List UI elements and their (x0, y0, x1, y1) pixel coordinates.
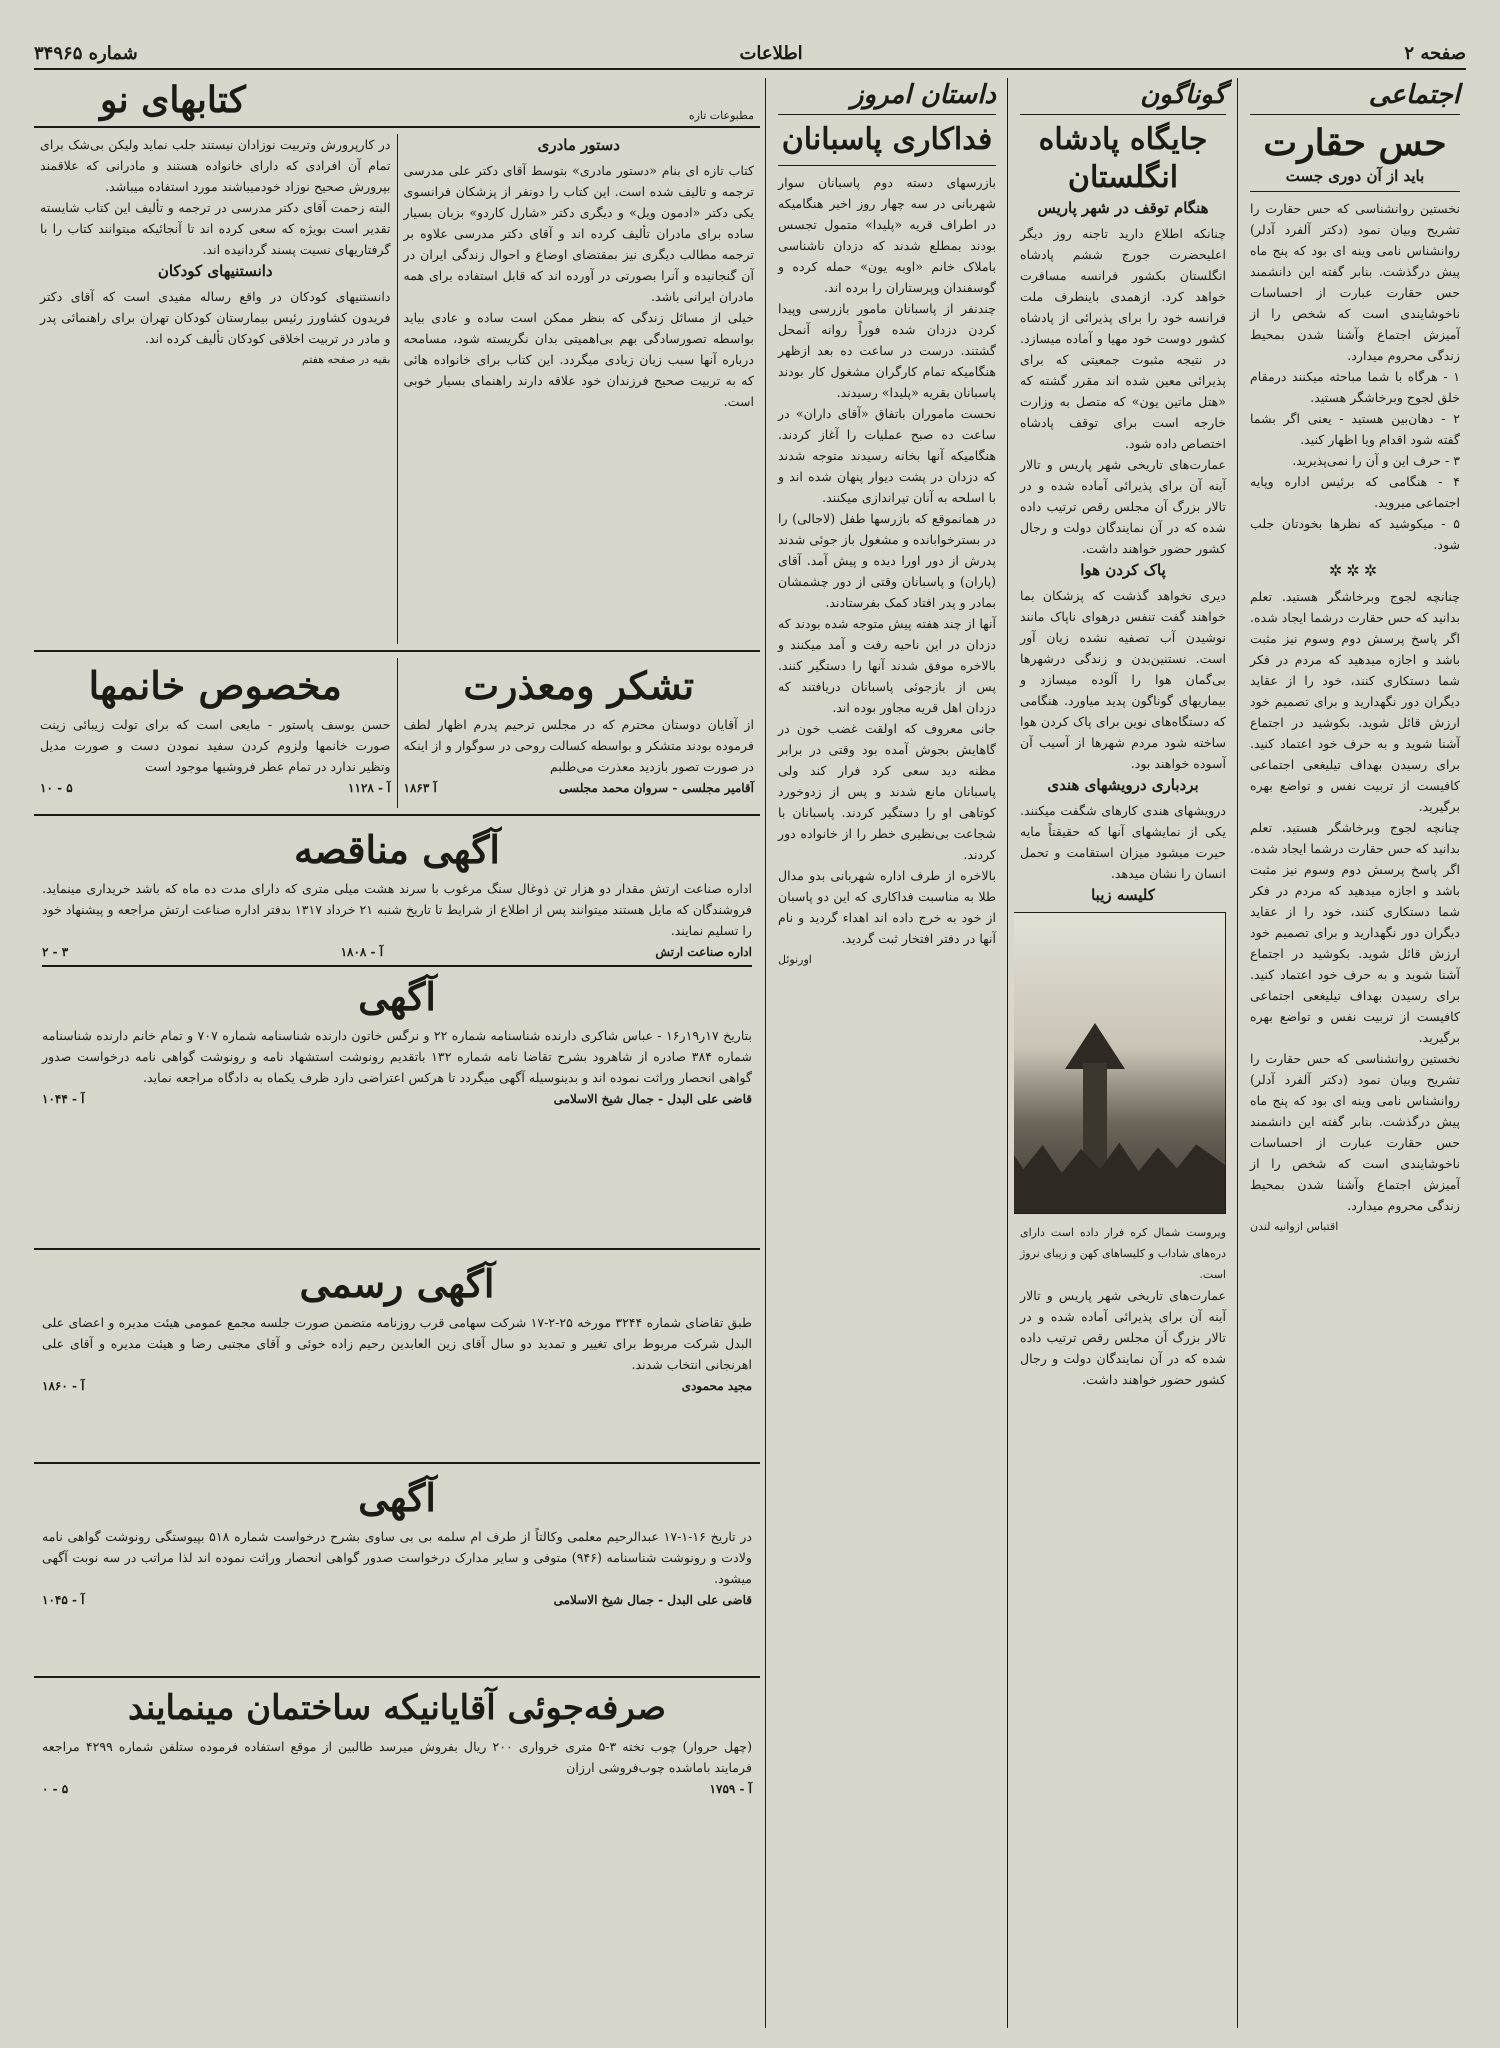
article-body: چنانچه لجوج وبرخاشگر هستید. تعلم بدانید که حس حقارت درشما ایجاد شده. اگر پاسخ پرسش دوم وسوم نیز مثبت باشد و اجازه میدهید که مردم در فکر شما دستکاری کنند، خود را از عقاید دیگران دور نگهدارید و برای تصمیم خود ارزش قائل شوید. بکوشید در اجتماع آشنا شوید و به حرف خود اعتماد کنید. برای رسیدن بهداف تیلیغعی اجتماعی کافیست از تربیت نفس و تواضع بهره برگیرید. (1250, 589, 1460, 814)
ornament-divider: ✲✲✲ (1328, 561, 1382, 580)
column-rule (1007, 78, 1008, 2028)
column-books-and-ads (34, 78, 760, 2028)
photo-title: کلیسه زیبا (1091, 886, 1155, 904)
ad-tender-signer: اداره صناعت ارتش (655, 945, 752, 959)
ad-official (34, 1256, 760, 1456)
story-paragraph: بازرسهای دسته دوم پاسبانان سوار شهربانی در سه چهار روز اخیر هنگامیکه در اطراف قریه «پلیدا» متمول تجسس بودند بمطلع شدند که دزدان ناشناسی باملاک خانم «اوبه یون» حمله کرده و گوسفندان وپرستاران را برده اند. (778, 175, 996, 295)
ad-notice-2 (34, 1470, 760, 1670)
book-review-paragraph: دانستنیهای کودکان در واقع رساله مفیدی است که آقای دکتر فریدون کشاورز رئیس بیمارستان کودکان تهران برای راهنمائی پدر و مادر در تربیت اخلاقی کودکان تألیف کرده اند. (40, 289, 391, 346)
ad-women (34, 658, 398, 808)
ad-tender-code: آ - ۱۸۰۸ (340, 945, 384, 959)
ad-tender-title: آگهی مناقصه (294, 827, 500, 872)
ad-bottom-text: (چهل حروار) چوب تخته ۳-۵ متری خرواری ۲۰۰ ریال بفروش میرسد طالبین از موقع استفاده فرموده ستلفن شماره ۴۲۹۹ مراجعه فرمایند باماشده چوب‌فروشی ارزان (42, 1739, 753, 1775)
story-paragraph: جانی معروف که اولقت غضب خون در گاهایش بجوش آمده بود وقتی در برابر مظنه دید سعی کرد فرار کند ولی پاسبانان مانع شدند و پس از زدوخورد کوتاهی او را دستگیر کردند. پاسبانان با شجاعت بی‌نظیری خطر را از خانواده دور کردند. (778, 721, 996, 862)
ad-bottom-title: صرفه‌جوئی آقایانیکه ساختمان مینمایند (127, 1688, 667, 1728)
ad-bottom (34, 1684, 760, 1796)
columns-grid (34, 78, 1466, 2028)
ad-bottom-code: آ - ۱۷۵۹ (709, 1782, 752, 1796)
church-photo (1014, 912, 1226, 1214)
section-tag-social: اجتماعی (1250, 78, 1460, 115)
headline-new-books: کتابهای نو (100, 79, 246, 121)
ad-thanks-title: تشکر ومعذرت (463, 663, 695, 708)
section-label-press: مطبوعات تازه (688, 109, 754, 122)
book-review-paragraph: خیلی از مسائل زندگی که بنظر ممکن است ساده و عادی بیاید بواسطه تصورسادگی بهم بی‌اهمیتی بدان نگریسته شود، مسامحه درباره آنها سبب زیان زیادی میگردد. این کتاب برای خانواده هائی که به تربیت صحیح فرزندان خود علاقه دارند راهنمای بسیار خوبی است. (403, 310, 754, 409)
ad-notice-1-title: آگهی (358, 974, 436, 1019)
ad-thanks-text: از آقایان دوستان محترم که در مجلس ترحیم پدرم اظهار لطف فرموده بودند متشکر و بواسطه کسالت روحی در سوگوار و از اینکه در صورت تصور بازدید معذرت می‌طلبم (403, 717, 754, 774)
article-list-item: ۱ - هرگاه با شما مباحثه میکنند درمقام خلق لجوج وبرخاشگر هستید. (1250, 369, 1460, 405)
subhead-dervishes: بردباری درویشهای هندی (1047, 776, 1199, 794)
book-review-paragraph: کتاب تازه ای بنام «دستور مادری» بتوسط آقای دکتر علی مدرسی ترجمه و تالیف شده است. این کتاب را دونفر از پزشکان فرانسوی یکی دکتر «ادمون ویل» و دیگری دکتر «شارل کاردو» بزبان بسیار ساده برای مادران تألیف کرده اند و آقای دکتر مدرسی علاوه بر ترجمه مطالب دیگری نیز بمقتضای اوضاع و احوال زندگی ایران در آن گنجانیده و آنرا بصورتی در آورده اند که قابل استفاده برای همه مادران ایرانی باشد. (403, 163, 754, 304)
ad-notice-1 (42, 973, 752, 1106)
ad-women-code: آ - ۱۱۲۸ (348, 781, 391, 795)
ad-tender (42, 826, 752, 959)
small-ads-row (34, 658, 760, 808)
article-body-continued: نخستین روانشناسی که حس حقارت را تشریح وبیان نمود (دکتر آلفرد آدلر) روانشناس نامی وینه ای بود که پنج ماه پیش درگذشت. بنابر گفته این دانشمند حس حقارت عبارت از احساسات ناخوشایندی است که شخص را از آمیزش اجتماع وآشنا شدن بمحیط زندگی محروم میدارد. (1250, 1051, 1460, 1213)
section-tag-story: داستان امروز (778, 78, 996, 115)
issue-label: شماره ۳۴۹۶۵ (34, 42, 138, 64)
ad-tender-text: اداره صناعت ارتش مقدار دو هزار تن ذوغال سنگ مرغوب با سرند هشت میلی متری که دارای مدت ده ماه که باشد خریداری مینماید. فروشندگان که مایل هستند میتوانند پس از اطلاع از شرایط تا تاریخ شنبه ۲۱ خرداد ۱۳۱۷ بدفتر اداره صناعت ارتش مراجعه و پیشنهاد خود را تسلیم نمایند. (42, 881, 752, 938)
subhead-air-cleaning: پاک کردن هوا (1080, 561, 1166, 579)
article-footer-note: اقتباس ازوانیه لندن (1250, 1220, 1339, 1233)
story-paragraph: آنها از چند هفته پیش متوجه شده بودند که دزدان در این ناحیه رفت و آمد میکنند و بالاخره موفق شدند آنها را دستگیر کنند. پس از بازجوئی پاسبانان دریافتند که دزدان اهل قریه مجاور بوده اند. (778, 616, 996, 715)
column-rule (1237, 78, 1238, 2028)
photo-caption: ویروست شمال کره فرار داده است دارای دره‌های شاداب و کلیساهای کهن و زیبای نروژ است. (1020, 1226, 1226, 1281)
ad-official-signer: مجید محمودی (681, 1379, 752, 1393)
headline-king-residence: جایگاه پادشاه انگلستان (1038, 122, 1208, 195)
story-footer-note: اورنوئل (778, 953, 812, 966)
subhead-paris: هنگام توقف در شهر پاریس (1037, 199, 1209, 217)
column-rule (765, 78, 766, 2028)
ad-official-text: طبق تقاضای شماره ۳۲۴۴ مورخه ۲۵-۲-۱۷ شرکت سهامی قرب روزنامه متضمن صورت جلسه مجمع عمومی هیئت مدیره و اعضای علی البدل شرکت مربوط برای تغییر و تمدید دو سال آقای زین العابدین رحیم زاده خوئی و آقای مجتبی رضا و هیئت مدیره و آقای علی اهرنجانی انتخاب شدند. (42, 1315, 752, 1372)
ad-notice-1-code: آ - ۱۰۴۴ (42, 1092, 85, 1106)
divider (778, 165, 996, 166)
new-books-section (34, 78, 760, 644)
subhead-mother-guide: دستور مادری (537, 136, 620, 154)
ad-thanks-signature: آقامیر مجلسی - سروان محمد مجلسی (559, 781, 754, 795)
article-body-continued: عمارت‌های تاریخی شهر پاریس و تالار آینه آن برای پذیرائی آماده شده و در تالار بزرگ آن مجلس رقص ترتیب داده شده که در آن نمایندگان دولت و رجال کشور حضور خواهند داشت. (1020, 1288, 1226, 1387)
story-paragraph: چندنفر از پاسبانان مامور بازرسی وپیدا کردن دزدان شده فوراً روانه آنمحل گشتند. درست در ساعت ده بعد ازظهر هنگامیکه تمام کارگران مشغول کار بودند پاسبانان بقریه «پلیدا» رسیدند. (778, 301, 996, 400)
ad-bottom-code-2: ۵ - ۰ (42, 1782, 69, 1796)
article-body-continued: چنانچه لجوج وبرخاشگر هستید. تعلم بدانید که حس حقارت درشما ایجاد شده. اگر پاسخ پرسش دوم وسوم نیز مثبت باشد و اجازه میدهید که مردم در فکر شما دستکاری کنند، خود را از عقاید دیگران دور نگهدارید و برای تصمیم خود ارزش قائل شوید. بکوشید در اجتماع آشنا شوید و به حرف خود اعتماد کنید. برای رسیدن بهداف تیلیغعی اجتماعی کافیست از تربیت نفس و تواضع بهره برگیرید. (1250, 820, 1460, 1045)
masthead (34, 38, 1466, 70)
section-tag-misc: گوناگون (1020, 78, 1226, 115)
ad-notice-1-signer: قاضی علی البدل - جمال شیخ الاسلامی (553, 1092, 752, 1106)
paper-name: اطلاعات (739, 42, 803, 64)
story-paragraph: نحست ماموران باتفاق «آقای داران» در ساعت ده صبح عملیات را آغاز کردند. هنگامیکه آنها بخانه رسیدند متوجه شدند که دزدان در پشت دیوار پنهان شده اند و با اسلحه به آنان تیراندازی میکنند. (778, 406, 996, 505)
divider (1250, 191, 1460, 192)
article-list-item: ۳ - حرف این و آن را نمی‌پذیرید. (1292, 453, 1460, 468)
ad-women-text: حسن یوسف پاستور - مایعی است که برای تولت زیبائی زینت صورت خانمها ولزوم کردن سفید نمودن دست و صورت مدیل وتظیر ندارد در تمام عطر فروشیها موجود است (40, 717, 391, 774)
ad-thanks-code: آ ۱۸۶۳ (403, 781, 437, 795)
column-miscellany (1014, 78, 1232, 2028)
book-review-paragraph: البته زحمت آقای دکتر مدرسی در ترجمه و تألیف این کتاب شایسته تقدیر است بویژه که سعی کرده اند تا آنجائیکه میتوانند کتاب را با گرفتاریهای نسیت پسند گردانیده اند. (40, 200, 391, 257)
article-list-item: ۲ - دهان‌بین هستید - یعنی اگر بشما گفته شود اقدام ویا اظهار کنید. (1250, 411, 1460, 447)
article-body: درویشهای هندی کارهای شگفت میکنند. یکی از نمایشهای آنها که حقیقتاً مایه حیرت میشود میزان استقامت و تحمل انسان را نشان میدهد. (1020, 803, 1226, 881)
headline-policemen: فداکاری پاسبانان (781, 122, 993, 157)
continued-note: بقیه در صفحه هفتم (302, 353, 391, 366)
headline-inferiority: حس حقارت (1263, 122, 1447, 164)
article-body: چنانکه اطلاع دارید تاجنه روز دیگر اعلیحضرت جورج ششم پادشاه انگلستان بکشور فرانسه مسافرت خواهد کرد. ازهمدی باینطرف ملت فرانسه خود را برای پذیرائی از پادشاه کشور دوست خود مهیا و آماده میسازد. در نتیجه مثبوت جمعیتی که برای پذیرائی معین شده اند مقرر گشته که «هتل ماتین یون» که متصل به وزارت خارجه است برای توقف پادشاه اختصاص داده شود. (1020, 226, 1226, 451)
ad-official-code: آ - ۱۸۶۰ (42, 1379, 85, 1393)
story-paragraph: در همانموقع که بازرسها طفل (لاجالی) را در بسترخوابانده و مشغول باز جوئی شدند پدرش از دور اورا دیده و پیش آمد. آقای (پاران) و پاسبانان وقتی از دور چشمشان بمادر و پدر افتاد کمک بفرستادند. (778, 511, 996, 610)
ad-official-title: آگهی رسمی (299, 1261, 495, 1306)
article-list-item: ۴ - هنگامی که برئیس اداره وپایه اجتماعی میروید. (1250, 474, 1460, 510)
ad-notice-2-code: آ - ۱۰۴۵ (42, 1593, 85, 1607)
ad-thanks (398, 658, 761, 808)
ad-women-code-2: ۵ - ۱۰ (40, 781, 73, 795)
ad-women-title: مخصوص خانمها (88, 663, 342, 708)
ad-notice-2-text: در تاریخ ۱۶-۱-۱۷ عبدالرحیم معلمی وکالتاً از طرف ام سلمه بی بی ساوی بشرح درخواست شماره ۵۱۸ بپیوستگی رونوشت گواهی نامه ولادت و رونوشت شناسنامه (۹۴۶) متوفی و سایر مدارک درخواست صدور گواهی انحصار وراثت نموده اند لذا مراتب در سه نوبت آگهی میشود. (42, 1529, 753, 1586)
story-paragraph: بالاخره از طرف اداره شهربانی بدو مدال طلا به مناسبت فداکاری که این دو پاسبان از خود به خرج داده اند اهداء گردید و نام آنها در دفتر افتخار ثبت گردید. (778, 868, 996, 946)
ad-notice-2-signer: قاضی علی البدل - جمال شیخ الاسلامی (553, 1593, 752, 1607)
article-body: دیری نخواهد گذشت که پزشکان بما خواهند گفت تنفس درهوای ناپاک مانند نوشیدن آب تصفیه نشده زیان آور است. نستنین‌بدن و زندگی درشهرها بی‌گمان هوا را آلوده میسازد و بیماریهای گوناگون پدید میاورد. هنگامی که دستگاه‌های نوین برای پاک کردن هوا ساخته شود مردم شهرها از آسیب آن آسوده خواهند بود. (1020, 588, 1226, 771)
book-review-paragraph: در کارپرورش وتربیت نوزادان نیستند جلب نماید ولیکن بی‌شک برای تمام آن افرادی که دارای خانواده هستند و مادرانی که علاقمند بپرورش صحیح نوزاد خودمیباشند مورد استفاده میباشد. (40, 137, 391, 194)
subhead-children-knowledge: دانستنیهای کودکان (157, 262, 273, 280)
notices-block (34, 822, 760, 1242)
article-list-item: ۵ - میکوشید که نظرها بخودتان جلب شود. (1250, 516, 1460, 552)
page-label: صفحه ۲ (1404, 42, 1466, 64)
column-social (1244, 78, 1466, 2028)
subhead-inferiority: باید از آن دوری جست (1285, 167, 1425, 185)
article-body: عمارت‌های تاریخی شهر پاریس و تالار آینه آن برای پذیرائی آماده شده و در تالار بزرگ آن مجلس رقص ترتیب داده شده که در آن نمایندگان دولت و رجال کشور حضور خواهند داشت. (1020, 457, 1226, 556)
column-story (772, 78, 1002, 2028)
ad-tender-code-2: ۳ - ۲ (42, 945, 69, 959)
ad-notice-2-title: آگهی (358, 1475, 436, 1520)
article-body: نخستین روانشناسی که حس حقارت را تشریح وبیان نمود (دکتر آلفرد آدلر) روانشناس نامی وینه ای بود که پنج ماه پیش درگذشت. بنابر گفته این دانشمند حس حقارت عبارت از احساسات ناخوشایندی است که شخص را از آمیزش اجتماع وآشنا شدن بمحیط زندگی محروم میدارد. (1250, 201, 1460, 363)
ad-notice-1-text: بتاریخ ۱۷ر۱۹ر۱۶ - عباس شاکری دارنده شناسنامه شماره ۲۲ و نرگس خاتون دارنده شناسنامه شماره ۷۰۷ و تمام خانم دارنده شناسنامه شماره ۳۸۴ صادره از شاهرود بشرح تقاضا نامه شماره ۱۳۲ باتقدیم رونوشت استشهاد نامه و رونوشت گواهی نامه درخواست صدور گواهی انحصار وراثت نموده اند و بدینوسیله آگهی میگردد تا هرکس اعتراضی دارد ظرف یکماه به دادگاه مراجعه نماید. (42, 1028, 752, 1085)
